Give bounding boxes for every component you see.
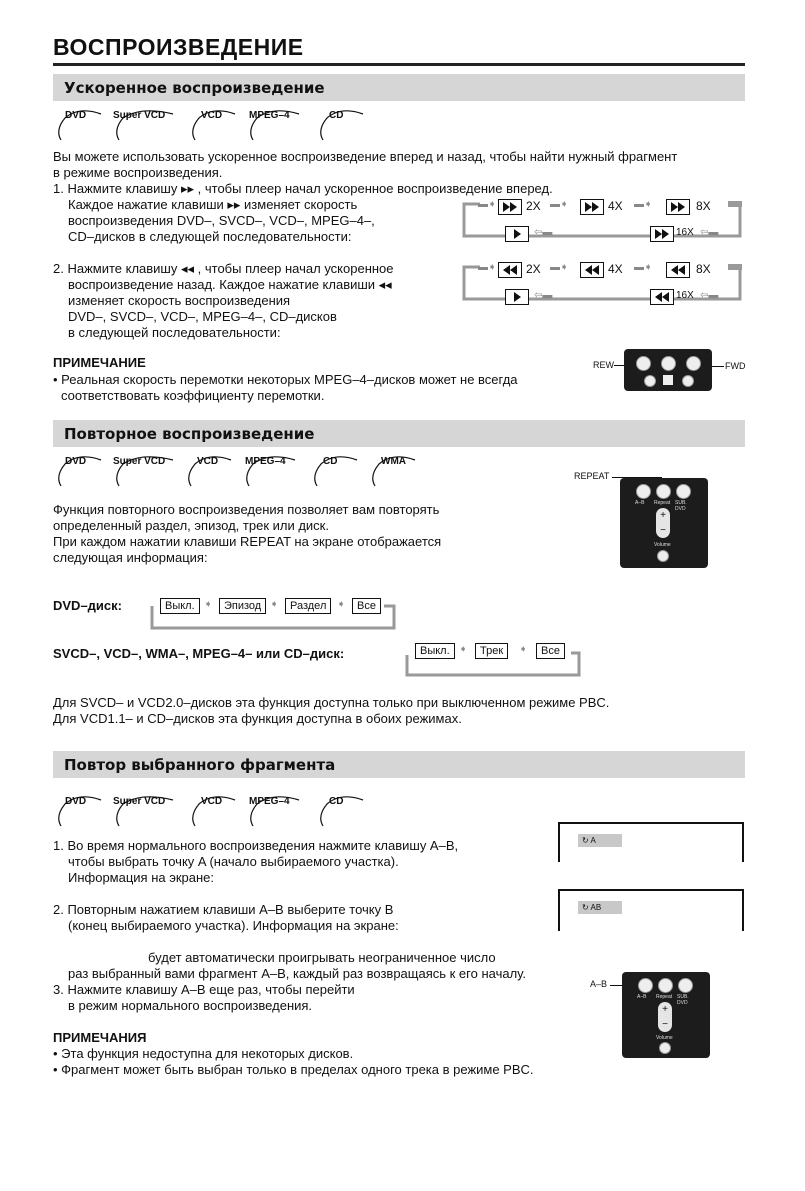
- fwd-callout: FWD: [725, 361, 746, 371]
- repeat-footnote-line1: Для SVCD– и VCD2.0–дисков эта функция доступна только при выключенном режиме PBC.: [53, 695, 610, 710]
- repeat-callout: REPEAT: [574, 471, 610, 481]
- fwd-button-icon: [686, 356, 701, 371]
- disc-badge-mpeg4: MPEG–4: [245, 794, 309, 828]
- notes-line1: • Эта функция недоступна для некоторых дисков.: [53, 1046, 354, 1061]
- disc-badge-dvd: DVD: [53, 454, 113, 488]
- fast-step2-line4: DVD–, SVCD–, VCD–, MPEG–4–, CD–дисков: [68, 309, 337, 324]
- repeat-button-icon: [656, 484, 671, 499]
- fast-step1-line2: Каждое нажатие клавиши ▸▸ изменяет скорость: [68, 197, 358, 212]
- rew-icon: [498, 262, 522, 278]
- rew-icon: [666, 262, 690, 278]
- disc-badge-vcd: VCD: [187, 108, 247, 142]
- ab-button-icon: [636, 484, 651, 499]
- speed-label: 2X: [526, 262, 541, 276]
- rew-icon: [580, 262, 604, 278]
- ab-callout: A–B: [590, 979, 608, 989]
- fast-step2-line5: в следующей последовательности:: [68, 325, 281, 340]
- volume-rocker-icon: + −: [658, 1002, 672, 1032]
- ab-step1-line2: чтобы выбрать точку A (начало выбираемого участка).: [68, 854, 399, 869]
- fast-step2-line1: 2. Нажмите клавишу ◂◂ , чтобы плеер начал ускоренное: [53, 261, 394, 276]
- mute-button-icon: [659, 1042, 671, 1054]
- speed-label: 4X: [608, 199, 623, 213]
- ab-step3-line1: 3. Нажмите клавишу A–B еще раз, чтобы перейти: [53, 982, 355, 997]
- ab-step3-line2: в режим нормального воспроизведения.: [68, 998, 313, 1013]
- speed-label: 2X: [526, 199, 541, 213]
- ab-step2-line4: раз выбранный вами фрагмент A–B, каждый раз возвращаясь к его началу.: [68, 966, 526, 981]
- rew-icon: [650, 289, 674, 305]
- fast-step2-line3: изменяет скорость воспроизведения: [68, 293, 291, 308]
- forward-speed-diagram: ▬➧ 2X ▬➧ 4X ▬➧ 8X ⇦▬ 16X ⇦▬: [460, 196, 745, 244]
- subtitle-button-icon: [678, 978, 693, 993]
- stop-button-icon: [663, 375, 673, 385]
- svcd-seq-label: SVCD–, VCD–, WMA–, MPEG–4– или CD–диск:: [53, 646, 345, 661]
- svcd-repeat-sequence: Выкл. ➧ Трек ➧ Все: [403, 643, 585, 679]
- note-line2: соответствовать коэффициенту перемотки.: [61, 388, 325, 403]
- ab-indicator: ↻ A: [578, 834, 622, 847]
- next-button-icon: [682, 375, 694, 387]
- repeat-button-icon: [658, 978, 673, 993]
- disc-badge-svcd: Super VCD: [111, 794, 181, 828]
- rew-button-icon: [636, 356, 651, 371]
- play-icon: [505, 226, 529, 242]
- fast-intro-line1: Вы можете использовать ускоренное воспроизведение вперед и назад, чтобы найти нужный фрагмент: [53, 149, 678, 164]
- note-heading: ПРИМЕЧАНИЕ: [53, 355, 146, 370]
- notes-heading: ПРИМЕЧАНИЯ: [53, 1030, 147, 1045]
- prev-button-icon: [644, 375, 656, 387]
- ab-button-icon: [638, 978, 653, 993]
- speed-label: 4X: [608, 262, 623, 276]
- fast-step1-line3: воспроизведения DVD–, SVCD–, VCD–, MPEG–4–,: [68, 213, 375, 228]
- fast-step1-line4: CD–дисков в следующей последовательности:: [68, 229, 352, 244]
- disc-badge-svcd: Super VCD: [111, 454, 181, 488]
- fast-intro-line2: в режиме воспроизведения.: [53, 165, 223, 180]
- seq-item: Эпизод: [219, 598, 266, 614]
- ab-step1-line1: 1. Во время нормального воспроизведения нажмите клавишу A–B,: [53, 838, 459, 853]
- reverse-speed-diagram: ▬➧ 2X ▬➧ 4X ▬➧ 8X ⇦▬ 16X ⇦▬: [460, 259, 745, 307]
- note-line1: • Реальная скорость перемотки некоторых MPEG–4–дисков может не всегда: [53, 372, 518, 387]
- screen-point-ab: [558, 889, 744, 931]
- disc-badge-cd: CD: [315, 108, 375, 142]
- section-header-repeat: [53, 420, 745, 447]
- disc-badge-wma: WMA: [367, 454, 427, 488]
- fast-step2-line2: воспроизведение назад. Каждое нажатие клавиши ◂◂: [68, 277, 392, 292]
- ab-indicator: ↻ AB: [578, 901, 622, 914]
- ff-icon: [650, 226, 674, 242]
- seq-item: Выкл.: [160, 598, 200, 614]
- page-title: ВОСПРОИЗВЕДЕНИЕ: [53, 34, 304, 60]
- dvd-repeat-sequence: Выкл. ➧ Эпизод ➧ Раздел ➧ Все: [148, 598, 400, 632]
- seq-item: Все: [352, 598, 381, 614]
- disc-badge-dvd: DVD: [53, 794, 113, 828]
- mute-button-icon: [657, 550, 669, 562]
- speed-label: 16X: [676, 227, 694, 238]
- ff-icon: [498, 199, 522, 215]
- disc-badge-dvd: DVD: [53, 108, 113, 142]
- ab-step2-line2: (конец выбираемого участка). Информация на экране:: [68, 918, 399, 933]
- section-header-fast: [53, 74, 745, 101]
- volume-rocker-icon: + −: [656, 508, 670, 538]
- ab-step1-line3: Информация на экране:: [68, 870, 215, 885]
- subtitle-button-icon: [676, 484, 691, 499]
- fast-step1-line1: 1. Нажмите клавишу ▸▸ , чтобы плеер начал ускоренное воспроизведение вперед.: [53, 181, 553, 196]
- seq-item: Выкл.: [415, 643, 455, 659]
- remote-ab: A–B Repeat SUB. DVD + − Volume: [622, 972, 710, 1058]
- title-rule: [53, 63, 745, 66]
- section-title: Ускоренное воспроизведение: [64, 79, 325, 97]
- speed-label: 8X: [696, 199, 711, 213]
- repeat-para-line1: Функция повторного воспроизведения позволяет вам повторять: [53, 502, 440, 517]
- repeat-para-line4: следующая информация:: [53, 550, 208, 565]
- seq-item: Раздел: [285, 598, 331, 614]
- disc-badges-fast: [53, 108, 383, 144]
- disc-badge-cd: CD: [309, 454, 369, 488]
- seq-item: Все: [536, 643, 565, 659]
- speed-label: 16X: [676, 290, 694, 301]
- rew-callout: REW: [593, 360, 614, 370]
- disc-badge-svcd: Super VCD: [111, 108, 181, 142]
- section-title: Повторное воспроизведение: [64, 425, 315, 443]
- notes-line2: • Фрагмент может быть выбран только в пределах одного трека в режиме PBC.: [53, 1062, 534, 1077]
- ab-step2-line3: будет автоматически проигрывать неограниченное число: [148, 950, 496, 965]
- pause-button-icon: [661, 356, 676, 371]
- disc-badge-vcd: VCD: [183, 454, 243, 488]
- ff-icon: [666, 199, 690, 215]
- disc-badge-vcd: VCD: [187, 794, 247, 828]
- remote-repeat: A–B Repeat SUB. DVD + − Volume: [620, 478, 708, 568]
- ab-step2-line1: 2. Повторным нажатием клавиши A–B выберите точку B: [53, 902, 394, 917]
- ff-icon: [580, 199, 604, 215]
- seq-item: Трек: [475, 643, 508, 659]
- section-header-ab: [53, 751, 745, 778]
- repeat-para-line2: определенный раздел, эпизод, трек или диск.: [53, 518, 329, 533]
- dvd-seq-label: DVD–диск:: [53, 598, 122, 613]
- play-icon: [505, 289, 529, 305]
- disc-badges-ab: [53, 794, 383, 830]
- repeat-para-line3: При каждом нажатии клавиши REPEAT на экране отображается: [53, 534, 442, 549]
- repeat-footnote-line2: Для VCD1.1– и CD–дисков эта функция доступна в обоих режимах.: [53, 711, 462, 726]
- screen-point-a: [558, 822, 744, 862]
- disc-badge-mpeg4: MPEG–4: [245, 108, 309, 142]
- disc-badges-repeat: [53, 454, 433, 490]
- remote-rew-fwd: [624, 349, 712, 391]
- section-title: Повтор выбранного фрагмента: [64, 756, 336, 774]
- disc-badge-mpeg4: MPEG–4: [241, 454, 305, 488]
- disc-badge-cd: CD: [315, 794, 375, 828]
- speed-label: 8X: [696, 262, 711, 276]
